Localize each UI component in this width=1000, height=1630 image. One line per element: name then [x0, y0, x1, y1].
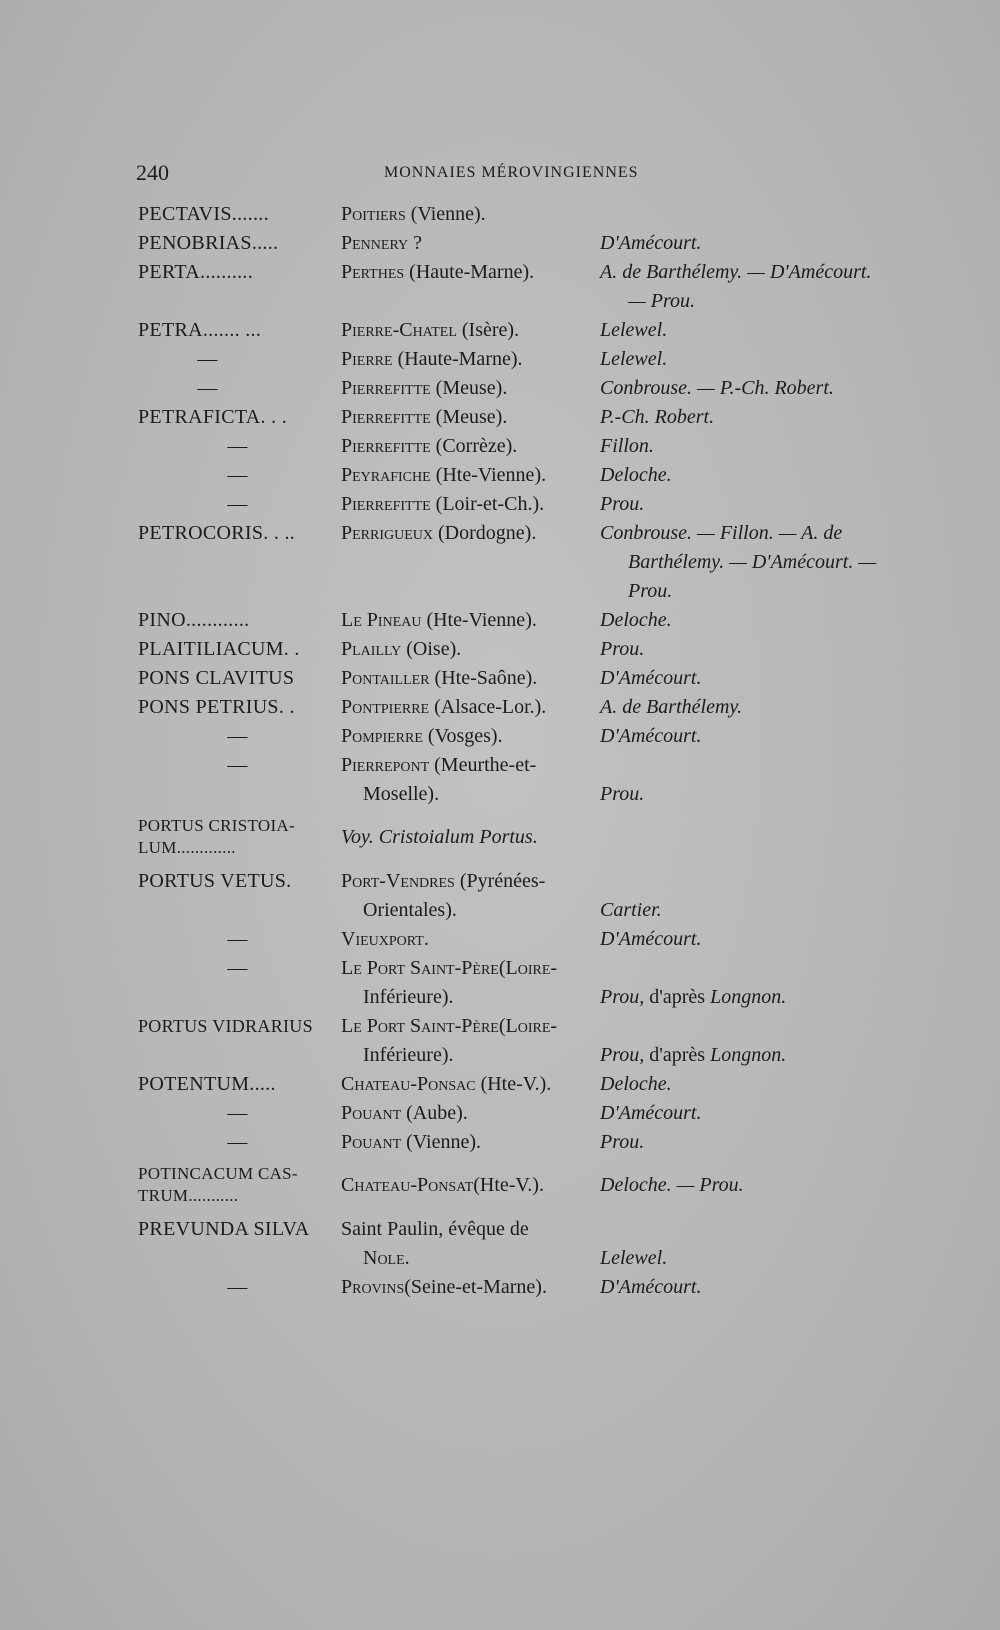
entry-row [0, 1099, 1000, 1128]
authority: Lelewel. [600, 348, 668, 370]
latin-name: PETRA....... ... [138, 319, 262, 341]
place-name: Perrigueux (Dordogne). [341, 522, 537, 544]
authority: Prou. [600, 638, 645, 660]
authority: D'Amécourt. [600, 725, 702, 747]
place-name: Chateau-Ponsac (Hte-V.). [341, 1073, 552, 1095]
cross-reference: Voy. Cristoialum Portus. [341, 826, 538, 848]
latin-name: PERTA.......... [138, 261, 254, 283]
latin-name: PONS PETRIUS. . [138, 696, 295, 718]
latin-name: PORTUS VIDRARIUS [138, 1016, 313, 1036]
authority: P.-Ch. Robert. [600, 406, 715, 428]
ditto-dash: — [227, 725, 248, 747]
latin-name: PINO............ [138, 609, 250, 631]
entry-row [0, 664, 1000, 693]
authority: D'Amécourt. [600, 232, 702, 254]
entry-row [0, 751, 1000, 809]
latin-name: PLAITILIACUM. . [138, 638, 300, 660]
authority: Prou, d'après Longnon. [600, 986, 787, 1008]
entry-row [0, 1070, 1000, 1099]
latin-name: PETROCORIS. . .. [138, 522, 296, 544]
place-name: Vieuxport. [341, 928, 429, 950]
entry-row [0, 1215, 1000, 1273]
authority: Lelewel. [600, 1247, 668, 1269]
latin-name: POTINCACUM CAS- TRUM........... [138, 1164, 298, 1205]
entry-row [0, 1273, 1000, 1302]
ditto-dash: — [227, 957, 248, 979]
entry-row [0, 229, 1000, 258]
place-name: Perthes (Haute-Marne). [341, 261, 535, 283]
place-name: Peyrafiche (Hte-Vienne). [341, 464, 547, 486]
authority: Deloche. [600, 1073, 672, 1095]
place-name: Chateau-Ponsat(Hte-V.). [341, 1174, 544, 1196]
authority: D'Amécourt. [600, 928, 702, 950]
entry-row [0, 258, 1000, 316]
entry-row [0, 374, 1000, 403]
ditto-dash: — [227, 1276, 248, 1298]
authority: A. de Barthélemy. [600, 696, 743, 718]
latin-name: POTENTUM..... [138, 1073, 276, 1095]
ditto-dash: — [197, 377, 218, 399]
ditto-dash: — [227, 435, 248, 457]
entry-row [0, 635, 1000, 664]
authority: Cartier. [600, 899, 662, 921]
ditto-dash: — [227, 928, 248, 950]
running-title: MONNAIES MÉROVINGIENNES [384, 164, 639, 181]
latin-name: PREVUNDA SILVA [138, 1218, 310, 1240]
place-name: Provins(Seine-et-Marne). [341, 1276, 547, 1298]
place-name: Plailly (Oise). [341, 638, 462, 660]
authority: Prou, d'après Longnon. [600, 1044, 787, 1066]
entry-row [0, 722, 1000, 751]
latin-name: PETRAFICTA. . . [138, 406, 288, 428]
place-name: Poitiers (Vienne). [341, 203, 486, 225]
entry-row [0, 490, 1000, 519]
page-number: 240 [136, 160, 169, 185]
ditto-dash: — [227, 464, 248, 486]
place-name: Pierrefitte (Meuse). [341, 377, 508, 399]
authority: Lelewel. [600, 319, 668, 341]
place-name: Pouant (Vienne). [341, 1131, 481, 1153]
place-name: Le Pineau (Hte-Vienne). [341, 609, 537, 631]
entry-row [0, 606, 1000, 635]
place-name: Saint Paulin, évêque de Nole. [341, 1218, 529, 1269]
entry-row [0, 954, 1000, 1012]
entries-list [0, 200, 1000, 1302]
entry-row [0, 403, 1000, 432]
ditto-dash: — [227, 1102, 248, 1124]
entry-row [0, 1012, 1000, 1070]
authority: D'Amécourt. [600, 667, 702, 689]
entry-row [0, 1128, 1000, 1157]
latin-name: PECTAVIS....... [138, 203, 269, 225]
authority: Conbrouse. — P.-Ch. Robert. [600, 377, 834, 399]
place-name: Pennery ? [341, 232, 422, 254]
entry-row [0, 432, 1000, 461]
entry-row [0, 1157, 1000, 1215]
place-name: Le Port Saint-Père(Loire- Inférieure). [341, 957, 558, 1008]
authority: A. de Barthélemy. — D'Amécourt. — Prou. [600, 261, 872, 312]
latin-name: PORTUS VETUS. [138, 870, 292, 892]
authority: Fillon. [600, 435, 654, 457]
page-header [136, 160, 926, 190]
place-name: Pierrepont (Meurthe-et- Moselle). [341, 754, 537, 805]
place-name: Pierre (Haute-Marne). [341, 348, 523, 370]
place-name: Pierrefitte (Meuse). [341, 406, 508, 428]
entry-row [0, 809, 1000, 867]
entry-row [0, 925, 1000, 954]
authority: D'Amécourt. [600, 1276, 702, 1298]
authority: Prou. [600, 1131, 645, 1153]
place-name: Pierrefitte (Loir-et-Ch.). [341, 493, 545, 515]
entry-row [0, 867, 1000, 925]
entry-row [0, 345, 1000, 374]
latin-name: PORTUS CRISTOIA- LUM............. [138, 816, 295, 857]
place-name: Pontailler (Hte-Saône). [341, 667, 538, 689]
authority: Prou. [600, 783, 645, 805]
authority: Conbrouse. — Fillon. — A. de Barthélemy. — D'Amécourt. — Prou. [600, 522, 877, 602]
latin-name: PONS CLAVITUS [138, 667, 295, 689]
authority: D'Amécourt. [600, 1102, 702, 1124]
place-name: Pouant (Aube). [341, 1102, 468, 1124]
place-name: Pontpierre (Alsace-Lor.). [341, 696, 547, 718]
entry-row [0, 316, 1000, 345]
entry-row [0, 461, 1000, 490]
place-name: Pierre-Chatel (Isère). [341, 319, 520, 341]
place-name: Port-Vendres (Pyrénées- Orientales). [341, 870, 546, 921]
authority: Deloche. [600, 464, 672, 486]
authority: Deloche. [600, 609, 672, 631]
entry-row [0, 200, 1000, 229]
ditto-dash: — [227, 1131, 248, 1153]
ditto-dash: — [227, 493, 248, 515]
place-name: Pierrefitte (Corrèze). [341, 435, 518, 457]
place-name: Le Port Saint-Père(Loire- Inférieure). [341, 1015, 558, 1066]
authority: Deloche. — Prou. [600, 1174, 744, 1196]
authority: Prou. [600, 493, 645, 515]
place-name: Pompierre (Vosges). [341, 725, 503, 747]
latin-name: PENOBRIAS..... [138, 232, 279, 254]
entry-row [0, 519, 1000, 606]
ditto-dash: — [197, 348, 218, 370]
ditto-dash: — [227, 754, 248, 776]
entry-row [0, 693, 1000, 722]
